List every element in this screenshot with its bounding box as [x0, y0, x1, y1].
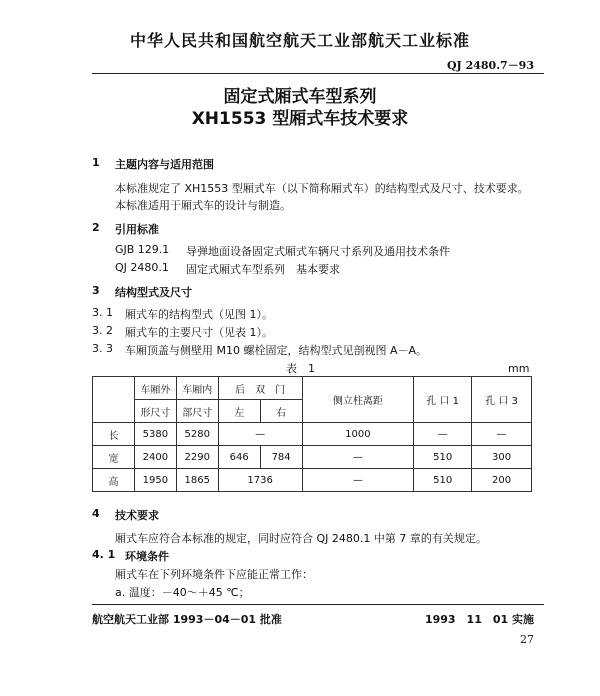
section-1-number: 1 — [92, 156, 100, 169]
ref-2-text: 固定式厢式车型系列 基本要求 — [186, 263, 340, 276]
header-inner-2: 部尺寸 — [176, 400, 218, 423]
cell-door-left: 646 — [218, 446, 260, 469]
cell-pillar: 1000 — [302, 423, 414, 446]
table-unit: mm — [508, 362, 530, 375]
item-4-1-number: 4. 1 — [92, 548, 116, 561]
section-4-title: 技术要求 — [115, 509, 159, 522]
cell-hole-1: — — [414, 423, 472, 446]
dimensions-table — [92, 376, 532, 492]
cell-pillar: — — [302, 469, 414, 492]
cell-outer: 1950 — [134, 469, 176, 492]
table-row — [93, 469, 532, 492]
header-hole-3: 孔 口 3 — [472, 377, 532, 423]
row-label: 宽 — [93, 446, 135, 469]
item-4-1-title: 环境条件 — [125, 550, 169, 563]
section-3-title: 结构型式及尺寸 — [115, 286, 192, 299]
item-4-1-para: 厢式车在下列环境条件下应能正常工作： — [115, 568, 313, 581]
standard-org-header: 中华人民共和国航空航天工业部航天工业标准 — [129, 31, 470, 50]
effective-date: 1993 11 01 实施 — [424, 613, 534, 626]
table-row — [93, 423, 532, 446]
header-rear-doors: 后 双 门 — [218, 377, 302, 400]
table-caption: 表 1 — [286, 362, 315, 375]
title-line-1: 固定式厢式车型系列 — [223, 87, 377, 107]
cell-inner: 1865 — [176, 469, 218, 492]
item-3-1-number: 3. 1 — [92, 306, 113, 319]
header-door-left: 左 — [218, 400, 260, 423]
cell-inner: 5280 — [176, 423, 218, 446]
table-row — [93, 446, 532, 469]
header-rule — [92, 73, 544, 74]
section-1-para-2: 本标准适用于厢式车的设计与制造。 — [115, 199, 291, 212]
cell-inner: 2290 — [176, 446, 218, 469]
ref-1-code: GJB 129.1 — [115, 243, 170, 256]
section-1-para-1: 本标准规定了 XH1553 型厢式车（以下简称厢式车）的结构型式及尺寸、技术要求。 — [115, 182, 529, 195]
section-2-number: 2 — [92, 221, 100, 234]
section-2-title: 引用标准 — [115, 223, 159, 236]
cell-hole-3: 300 — [472, 446, 532, 469]
section-1-title: 主题内容与适用范围 — [115, 158, 214, 171]
standard-code: QJ 2480.7－93 — [446, 59, 534, 72]
header-pillar-distance: 侧立柱离距 — [302, 377, 414, 423]
item-3-3-number: 3. 3 — [92, 342, 113, 355]
table-corner-cell — [93, 377, 135, 423]
cell-outer: 5380 — [134, 423, 176, 446]
cell-door: 1736 — [218, 469, 302, 492]
row-label: 长 — [93, 423, 135, 446]
ref-1-text: 导弹地面设备固定式厢式车辆尺寸系列及通用技术条件 — [186, 245, 450, 258]
item-3-2-text: 厢式车的主要尺寸（见表 1）。 — [125, 326, 273, 339]
cell-pillar: — — [302, 446, 414, 469]
cell-door: — — [218, 423, 302, 446]
header-inner-1: 车厢内 — [176, 377, 218, 400]
row-label: 高 — [93, 469, 135, 492]
section-3-number: 3 — [92, 284, 100, 297]
item-3-3-text: 车厢顶盖与侧壁用 M10 螺栓固定，结构型式见剖视图 A－A。 — [125, 344, 428, 357]
header-outer-1: 车厢外 — [134, 377, 176, 400]
cell-outer: 2400 — [134, 446, 176, 469]
approval-date: 航空航天工业部 1993－04－01 批准 — [92, 613, 282, 626]
ref-2-code: QJ 2480.1 — [115, 261, 169, 274]
header-door-right: 右 — [260, 400, 302, 423]
cell-hole-3: 200 — [472, 469, 532, 492]
cell-hole-1: 510 — [414, 469, 472, 492]
page-number: 27 — [520, 633, 534, 646]
cell-hole-3: — — [472, 423, 532, 446]
item-3-2-number: 3. 2 — [92, 324, 113, 337]
item-4-1-a: a. 温度：－40～＋45 ℃； — [115, 586, 250, 599]
cell-hole-1: 510 — [414, 446, 472, 469]
cell-door-right: 784 — [260, 446, 302, 469]
footer-rule — [92, 604, 544, 605]
section-4-number: 4 — [92, 507, 100, 520]
header-outer-2: 形尺寸 — [134, 400, 176, 423]
title-line-2: XH1553 型厢式车技术要求 — [191, 109, 409, 129]
item-3-1-text: 厢式车的结构型式（见图 1）。 — [125, 308, 273, 321]
section-4-para-1: 厢式车应符合本标准的规定，同时应符合 QJ 2480.1 中第 7 章的有关规定。 — [115, 532, 487, 545]
header-hole-1: 孔 口 1 — [414, 377, 472, 423]
